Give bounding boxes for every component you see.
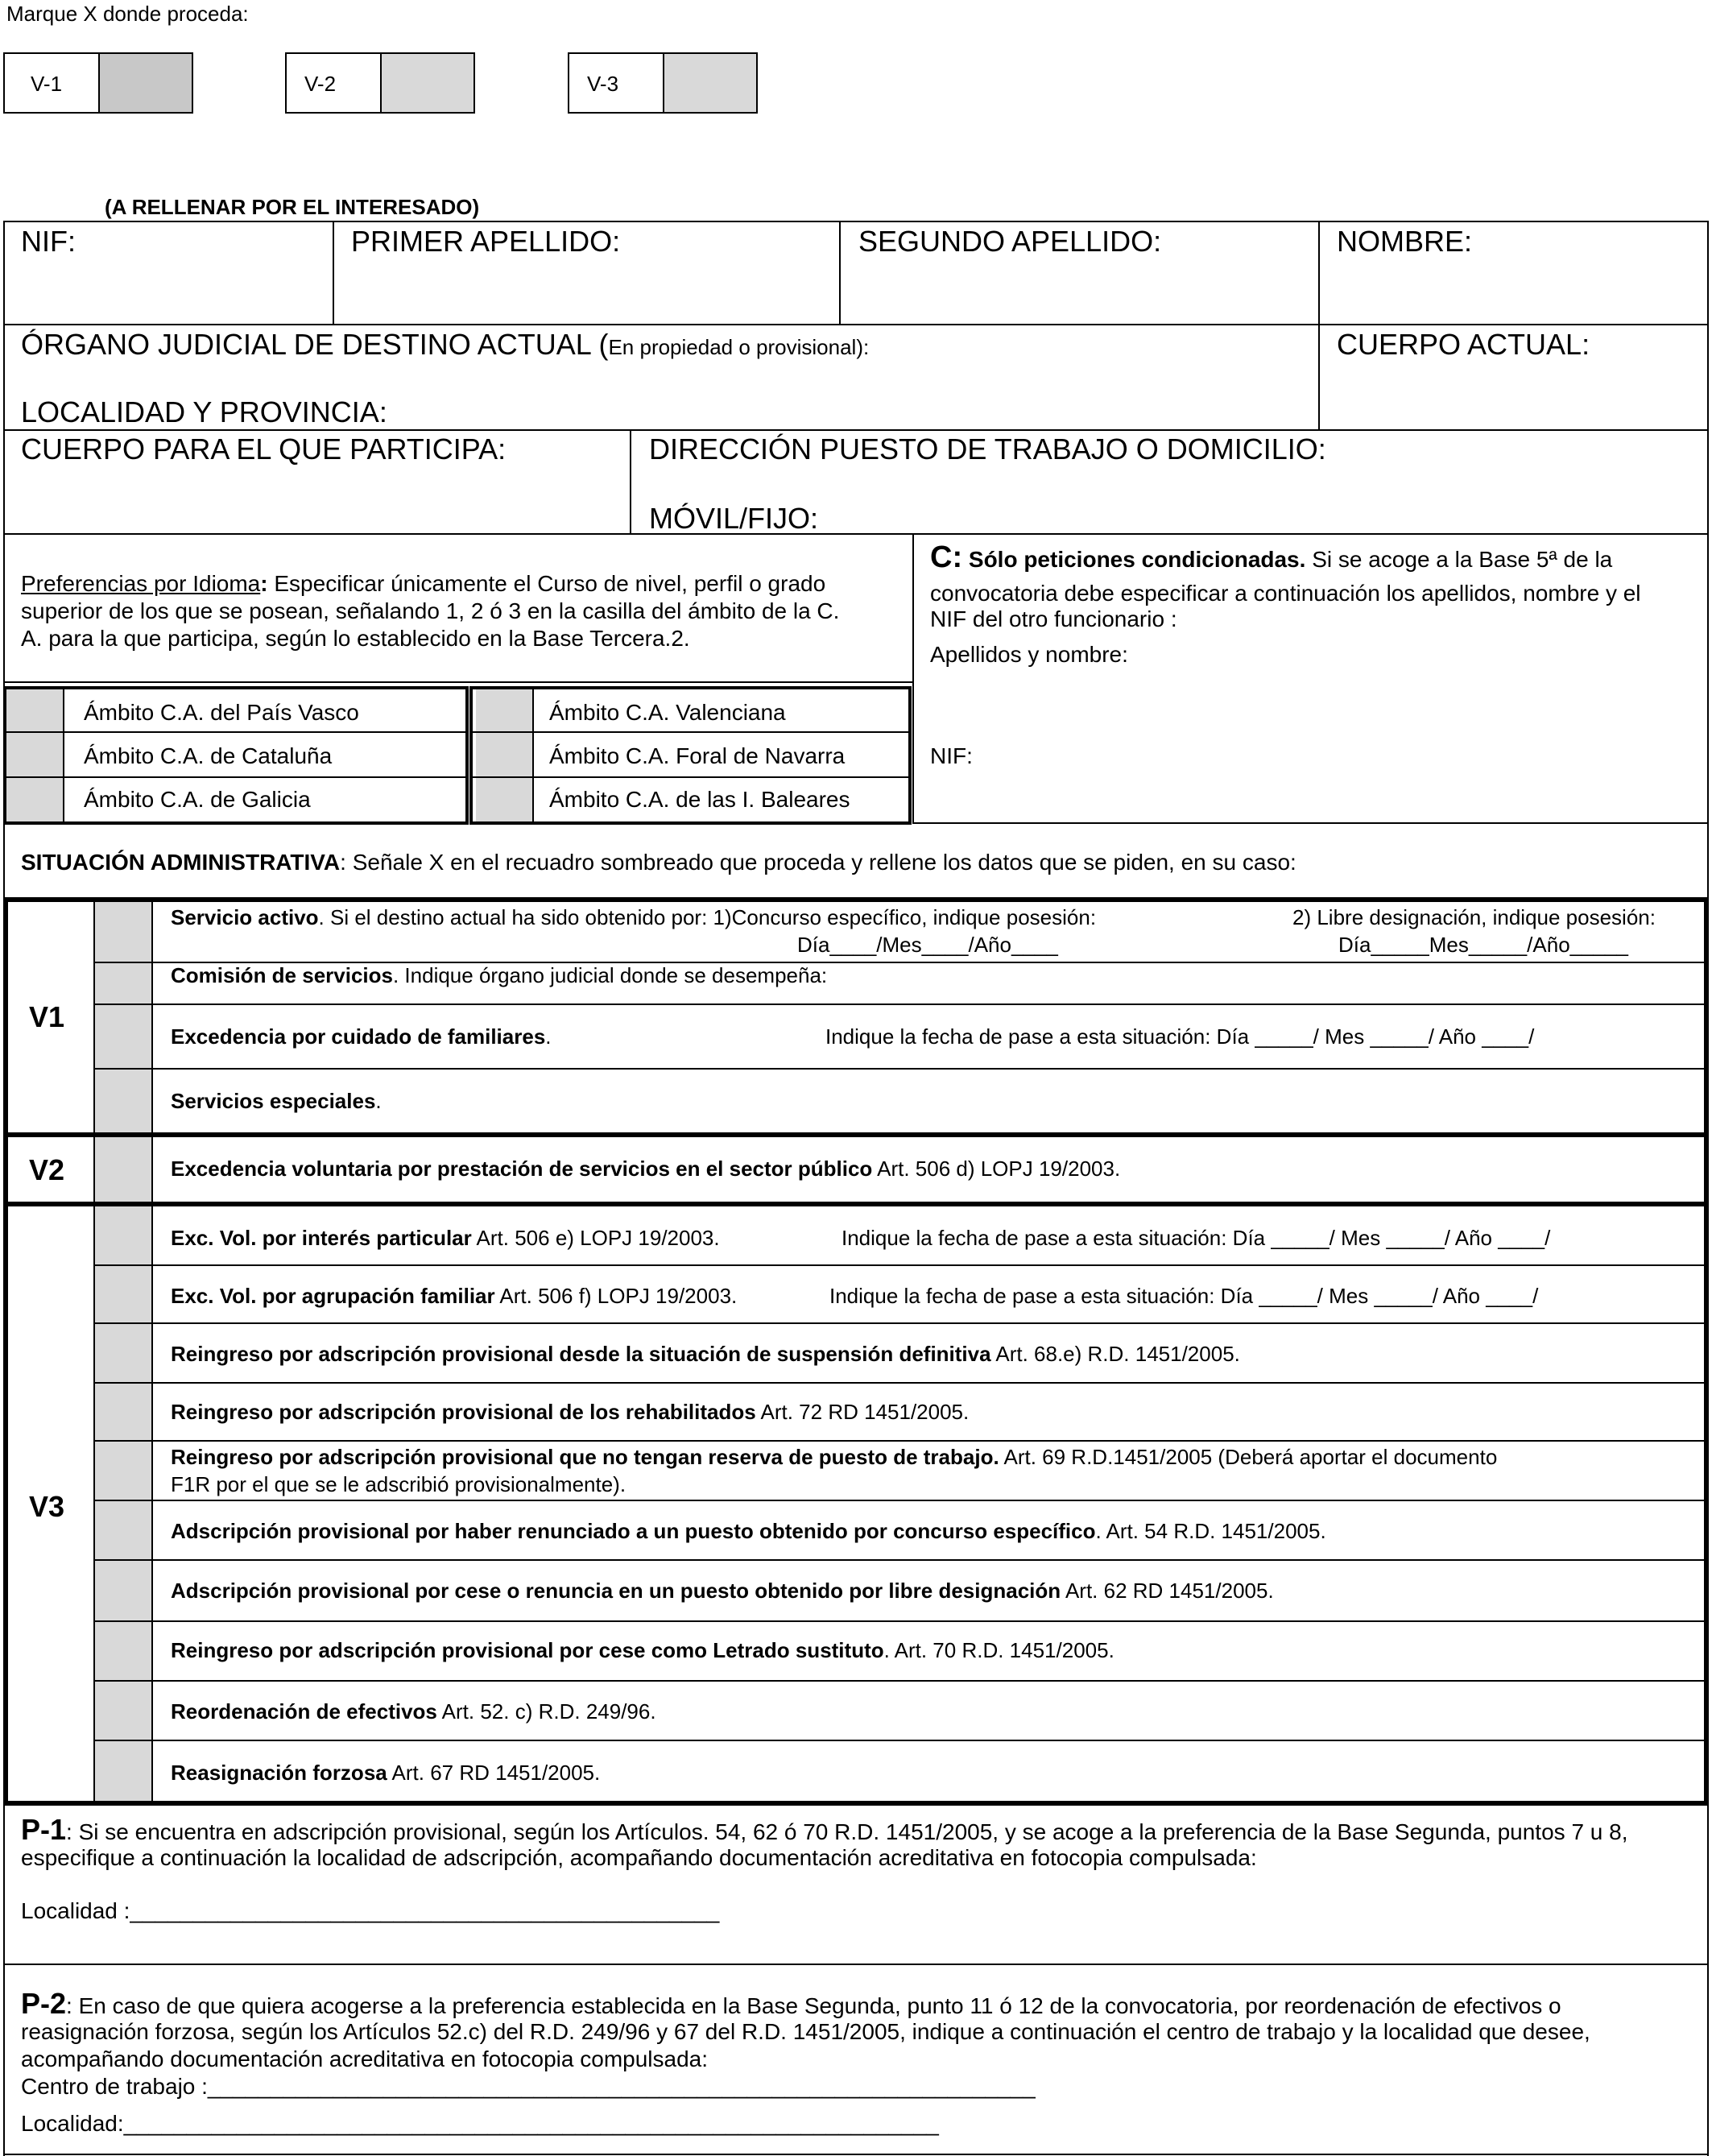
ambito-pais-vasco[interactable]: Ámbito C.A. del País Vasco	[84, 700, 359, 725]
rule	[3, 429, 1709, 431]
rule	[1318, 221, 1320, 430]
v3-row-text: Art. 506 e) LOPJ 19/2003.	[471, 1226, 720, 1250]
servicio-activo-row[interactable]	[171, 905, 1096, 930]
servicios-especiales-row[interactable]	[171, 1089, 382, 1114]
ambito-navarra[interactable]: Ámbito C.A. Foral de Navarra	[549, 743, 846, 768]
v3-row-bold: Reingreso por adscripción provisional desde la situación de suspensión definitiva	[171, 1342, 991, 1366]
v3-row[interactable]	[171, 1400, 969, 1425]
interes-particular-fecha[interactable]: Indique la fecha de pase a esta situación: Día _____/ Mes _____/ Año ____/	[842, 1226, 1551, 1250]
shade	[476, 689, 534, 821]
v3-row-text: Art. 72 RD 1451/2005.	[755, 1400, 970, 1424]
v3-row[interactable]	[171, 1284, 737, 1309]
v3-row-text: Art. 68.e) R.D. 1451/2005.	[990, 1342, 1240, 1366]
option-v1-label: V-1	[31, 72, 63, 96]
option-v3	[568, 52, 758, 114]
rule	[6, 731, 465, 733]
option-v1	[3, 52, 193, 114]
ambito-valenciana[interactable]: Ámbito C.A. Valenciana	[549, 700, 786, 725]
direccion-field[interactable]: DIRECCIÓN PUESTO DE TRABAJO O DOMICILIO:	[649, 432, 1326, 466]
option-v2-checkbox[interactable]	[380, 54, 473, 112]
p2-label: P-2	[21, 1987, 67, 2020]
rule	[1704, 897, 1709, 1804]
rule	[3, 897, 8, 1804]
option-v3-checkbox[interactable]	[663, 54, 756, 112]
v2-text: Art. 506 d) LOPJ 19/2003.	[872, 1157, 1121, 1181]
v3-row[interactable]	[171, 1699, 656, 1724]
organo-main-label: ÓRGANO JUDICIAL DE DESTINO ACTUAL (	[21, 328, 609, 361]
condicionadas-c: C:	[930, 540, 963, 574]
rule	[333, 221, 334, 325]
rule	[3, 1132, 1709, 1137]
p1-label: P-1	[21, 1813, 67, 1846]
option-v2	[285, 52, 475, 114]
cuerpo-participa-field[interactable]: CUERPO PARA EL QUE PARTICIPA:	[21, 432, 507, 466]
fecha-concurso[interactable]: Día____/Mes____/Año____	[797, 933, 1058, 957]
rule	[3, 897, 1709, 902]
option-v3-label: V-3	[587, 72, 619, 96]
especiales-bold: Servicios especiales	[171, 1089, 376, 1113]
comision-bold: Comisión de servicios	[171, 963, 393, 987]
ambito-cataluna[interactable]: Ámbito C.A. de Cataluña	[84, 743, 333, 768]
v3-row-text: Art. 62 RD 1451/2005.	[1061, 1579, 1274, 1603]
option-v1-checkbox[interactable]	[98, 54, 192, 112]
v3-row[interactable]	[171, 1519, 1326, 1544]
condicionadas-title: Sólo peticiones condicionadas.	[962, 547, 1306, 572]
preferencias-line2: superior de los que se posean, señalando 1, 2 ó 3 en la casilla del ámbito de la C.	[21, 598, 840, 623]
excedencia-sector-publico-row[interactable]	[171, 1157, 1120, 1181]
rule	[93, 1264, 1709, 1266]
rule	[93, 1559, 1709, 1561]
situacion-heading	[21, 849, 1296, 876]
v3-row-bold: Reingreso por adscripción provisional de los rehabilitados	[171, 1400, 756, 1424]
rule	[630, 429, 631, 534]
v3-label: V3	[29, 1490, 65, 1523]
condicionadas-line1	[930, 540, 1612, 577]
condicionadas-nif-field[interactable]: NIF:	[930, 743, 973, 768]
rule	[473, 731, 908, 733]
v3-row[interactable]	[171, 1445, 1497, 1470]
rule	[3, 324, 1709, 325]
ambitos-left-grid	[3, 686, 469, 825]
instruction-text: Marque X donde proceda:	[6, 2, 249, 26]
rule	[93, 1620, 1709, 1622]
nombre-field[interactable]: NOMBRE:	[1337, 225, 1473, 258]
v3-row[interactable]	[171, 1638, 1114, 1663]
v3-row-bold: Reasignación forzosa	[171, 1761, 387, 1785]
condicionadas-line3: NIF del otro funcionario :	[930, 606, 1177, 631]
v3-row-text: Art. 506 f) LOPJ 19/2003.	[494, 1284, 738, 1308]
preferencias-title: Preferencias por Idioma	[21, 571, 261, 596]
segundo-apellido-field[interactable]: SEGUNDO APELLIDO:	[858, 225, 1162, 258]
rule	[93, 900, 95, 1802]
condicionadas-line2: convocatoria debe especificar a continuación los apellidos, nombre y el	[930, 581, 1641, 606]
fill-note: (A RELLENAR POR EL INTERESADO)	[105, 195, 480, 219]
p2-centro-field[interactable]: Centro de trabajo :__________________________________________________________________	[21, 2074, 1036, 2099]
preferencias-line3: A. para la que participa, según lo establecido en la Base Tercera.2.	[21, 626, 690, 651]
p2-line2: reasignación forzosa, según los Artículos 52.c) del R.D. 249/96 y 67 del R.D. 1451/2005, indique a continuación el centro de trabajo y la localidad que desee,	[21, 2019, 1590, 2044]
ambitos-right-grid	[469, 686, 912, 825]
v3-row-text: . Art. 54 R.D. 1451/2005.	[1095, 1519, 1326, 1543]
v3-row-bold: Adscripción provisional por cese o renuncia en un puesto obtenido por libre designación	[171, 1579, 1061, 1603]
primer-apellido-field[interactable]: PRIMER APELLIDO:	[351, 225, 621, 258]
rule	[3, 2154, 1709, 2155]
v1-label: V1	[29, 1000, 65, 1033]
shade	[6, 689, 64, 821]
v3-row-text: Art. 69 R.D.1451/2005 (Deberá aportar el documento	[999, 1445, 1498, 1469]
v3-row[interactable]	[171, 1226, 720, 1251]
v2-bold: Excedencia voluntaria por prestación de servicios en el sector público	[171, 1157, 873, 1181]
p1-localidad-field[interactable]: Localidad :_______________________________________________	[21, 1898, 720, 1923]
p1-text: : Si se encuentra en adscripción provisional, según los Artículos. 54, 62 ó 70 R.D. 1451/2005, y se acoge a la preferencia de la Base Segunda, puntos 7 u 8,	[66, 1819, 1628, 1844]
rule	[93, 1740, 1709, 1741]
excedencia-familiares-row[interactable]	[171, 1024, 552, 1049]
rule	[3, 681, 914, 683]
libre-designacion-text: 2) Libre designación, indique posesión:	[1292, 905, 1656, 929]
p1-line1	[21, 1812, 1628, 1847]
v3-row-bold: Reordenación de efectivos	[171, 1699, 437, 1724]
v3-row-text: Art. 67 RD 1451/2005.	[387, 1761, 601, 1785]
rule	[93, 1440, 1709, 1442]
rule	[93, 1680, 1709, 1682]
rule	[3, 533, 1709, 535]
rule	[3, 1964, 1709, 1965]
rule	[93, 1382, 1709, 1384]
v3-row[interactable]	[171, 1579, 1274, 1604]
nif-field[interactable]: NIF:	[21, 225, 76, 258]
v3-row-text: . Art. 70 R.D. 1451/2005.	[883, 1638, 1114, 1662]
rule	[93, 1322, 1709, 1324]
rule	[151, 900, 153, 1802]
p2-localidad-field[interactable]: Localidad:_________________________________________________________________	[21, 2111, 939, 2136]
rule	[473, 776, 908, 778]
v3-row-bold: Adscripción provisional por haber renunciado a un puesto obtenido por concurso específico	[171, 1519, 1096, 1543]
p1-line2: especifique a continuación la localidad de adscripción, acompañando documentación acreditativa en fotocopia compulsada:	[21, 1845, 1257, 1870]
preferencias-colon: :	[260, 571, 268, 596]
agrupacion-familiar-fecha[interactable]: Indique la fecha de pase a esta situación: Día _____/ Mes _____/ Año ____/	[829, 1284, 1539, 1308]
rule	[3, 1202, 1709, 1206]
comision-text: . Indique órgano judicial donde se desempeña:	[392, 963, 828, 987]
excedencia-text: .	[545, 1024, 552, 1049]
fecha-libre-designacion[interactable]: Día_____Mes_____/Año_____	[1338, 933, 1628, 957]
situacion-title: SITUACIÓN ADMINISTRATIVA	[21, 850, 341, 875]
cuerpo-actual-field[interactable]: CUERPO ACTUAL:	[1337, 328, 1590, 361]
v3-row-bold: Reingreso por adscripción provisional que no tengan reserva de puesto de trabajo.	[171, 1445, 999, 1469]
rule	[912, 533, 914, 823]
rule	[93, 1500, 1709, 1501]
v3-row-continuation: F1R por el que se le adscribió provisionalmente).	[171, 1472, 626, 1496]
ambito-galicia[interactable]: Ámbito C.A. de Galicia	[84, 787, 311, 812]
p2-line1	[21, 1986, 1561, 2021]
organo-judicial-field[interactable]	[21, 327, 869, 362]
apellidos-nombre-field[interactable]: Apellidos y nombre:	[930, 642, 1128, 667]
rule	[6, 776, 465, 778]
movil-fijo-field[interactable]: MÓVIL/FIJO:	[649, 502, 819, 535]
option-v2-label: V-2	[304, 72, 337, 96]
situacion-checkbox-column[interactable]	[93, 900, 151, 1802]
rule	[93, 1004, 1709, 1005]
v3-row[interactable]	[171, 1761, 600, 1786]
comision-servicios-row[interactable]	[171, 963, 827, 988]
v3-row-bold: Exc. Vol. por agrupación familiar	[171, 1284, 495, 1308]
excedencia-fecha[interactable]: Indique la fecha de pase a esta situación: Día _____/ Mes _____/ Año ____/	[825, 1024, 1535, 1049]
localidad-provincia-field[interactable]: LOCALIDAD Y PROVINCIA:	[21, 395, 387, 428]
v3-row-bold: Reingreso por adscripción provisional por cese como Letrado sustituto	[171, 1638, 884, 1662]
ambito-baleares[interactable]: Ámbito C.A. de las I. Baleares	[549, 787, 850, 812]
p2-text: : En caso de que quiera acogerse a la preferencia establecida en la Base Segunda, punto 11 ó 12 de la convocatoria, por reordenación de efectivos o	[66, 1993, 1561, 2018]
preferencias-text: Especificar únicamente el Curso de nivel, perfil o grado	[267, 571, 826, 596]
rule	[93, 1068, 1709, 1070]
v2-label: V2	[29, 1153, 65, 1186]
rule	[3, 221, 1709, 222]
v3-row[interactable]	[171, 1342, 1240, 1367]
rule	[3, 1801, 1709, 1806]
preferencias-line1	[21, 570, 825, 598]
servicio-activo-bold: Servicio activo	[171, 905, 319, 929]
organo-small-label: En propiedad o provisional):	[608, 335, 870, 359]
rule	[912, 822, 1709, 824]
situacion-text: : Señale X en el recuadro sombreado que proceda y rellene los datos que se piden, en su caso:	[340, 850, 1296, 875]
excedencia-bold: Excedencia por cuidado de familiares	[171, 1024, 546, 1049]
especiales-text: .	[375, 1089, 382, 1113]
p2-line3: acompañando documentación acreditativa en fotocopia compulsada:	[21, 2046, 709, 2071]
v3-row-bold: Exc. Vol. por interés particular	[171, 1226, 472, 1250]
condicionadas-text: Si se acoge a la Base 5ª de la	[1305, 547, 1613, 572]
servicio-activo-text: . Si el destino actual ha sido obtenido por: 1)Concurso específico, indique posesión:	[318, 905, 1097, 929]
rule	[839, 221, 841, 325]
v3-row-text: Art. 52. c) R.D. 249/96.	[436, 1699, 656, 1724]
